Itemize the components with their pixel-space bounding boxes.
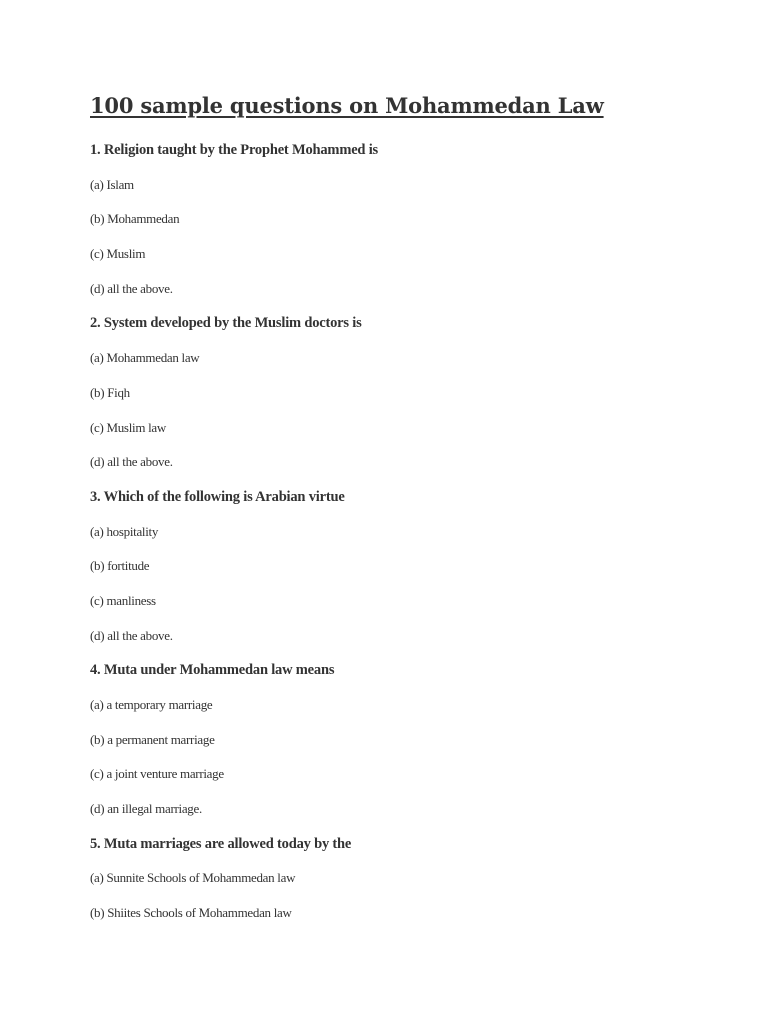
question-4-option-d: (d) an illegal marriage.: [90, 801, 202, 817]
question-block-3: [90, 487, 730, 646]
question-3-option-c: (c) manliness: [90, 592, 156, 608]
document-title: 100 sample questions on Mohammedan Law: [90, 93, 604, 118]
question-block-4: [90, 660, 730, 819]
question-block-1: [90, 140, 730, 299]
question-4-option-b: (b) a permanent marriage: [90, 731, 215, 747]
question-1-option-d: (d) all the above.: [90, 280, 173, 296]
question-1-option-c: (c) Muslim: [90, 246, 146, 262]
document-page: [90, 92, 730, 938]
question-1-option-a: (a) Islam: [90, 176, 134, 192]
question-3-option-a: (a) hospitality: [90, 523, 159, 539]
question-2-option-a: (a) Mohammedan law: [90, 350, 200, 366]
question-1: 1. Religion taught by the Prophet Mohammed is: [90, 142, 378, 158]
question-3-option-b: (b) fortitude: [90, 558, 150, 574]
question-1-option-b: (b) Mohammedan: [90, 211, 180, 227]
question-block-2: [90, 313, 730, 472]
question-4: 4. Muta under Mohammedan law means: [90, 662, 335, 679]
question-5: 5. Muta marriages are allowed today by the: [90, 835, 352, 852]
question-list: [90, 140, 730, 923]
question-block-5: [90, 834, 730, 923]
question-2-option-b: (b) Fiqh: [90, 384, 130, 400]
question-3: 3. Which of the following is Arabian virtue: [90, 488, 345, 505]
question-2-option-c: (c) Muslim law: [90, 419, 166, 435]
question-5-option-b: (b) Shiites Schools of Mohammedan law: [90, 905, 292, 921]
question-2-option-d: (d) all the above.: [90, 454, 173, 470]
question-4-option-a: (a) a temporary marriage: [90, 697, 213, 712]
question-4-option-c: (c) a joint venture marriage: [90, 766, 224, 782]
question-3-option-d: (d) all the above.: [90, 627, 173, 643]
question-5-option-a: (a) Sunnite Schools of Mohammedan law: [90, 870, 296, 886]
question-2: 2. System developed by the Muslim doctors is: [90, 315, 362, 332]
